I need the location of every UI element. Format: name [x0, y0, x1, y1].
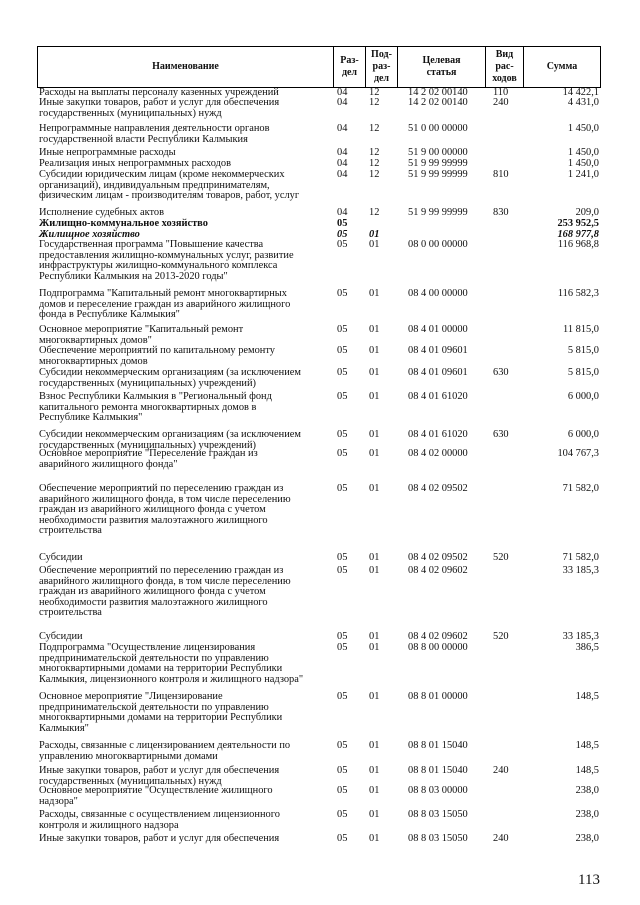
- row-summa: 148,5: [575, 765, 599, 776]
- row-podrazdel: 01: [369, 833, 380, 844]
- row-vid: 830: [493, 207, 509, 218]
- row-celevaya: 08 8 01 15040: [408, 740, 468, 751]
- row-celevaya: 51 9 00 00000: [408, 147, 468, 158]
- row-razdel: 04: [337, 147, 348, 158]
- row-razdel: 05: [337, 324, 348, 335]
- row-name: Иные закупки товаров, работ и услуг для обеспечения: [39, 833, 280, 844]
- row-razdel: 05: [337, 218, 348, 229]
- row-podrazdel: 01: [369, 785, 380, 796]
- row-celevaya: 08 8 03 15050: [408, 833, 468, 844]
- row-summa: 238,0: [575, 809, 599, 820]
- header-summa: Сумма: [546, 61, 578, 72]
- row-celevaya: 08 4 02 09602: [408, 565, 468, 576]
- row-summa: 1 241,0: [567, 169, 599, 180]
- row-summa: 33 185,3: [562, 565, 599, 576]
- row-podrazdel: 01: [369, 391, 380, 402]
- row-vid: 810: [493, 169, 509, 180]
- row-summa: 104 767,3: [557, 448, 599, 459]
- row-name: Жилищное хозяйство: [39, 229, 140, 240]
- row-summa: 4 431,0: [567, 97, 599, 108]
- row-podrazdel: 01: [369, 565, 380, 576]
- row-celevaya: 08 4 01 09601: [408, 367, 468, 378]
- row-podrazdel: 01: [369, 483, 380, 494]
- row-summa: 238,0: [575, 785, 599, 796]
- row-name: Обеспечение мероприятий по переселению граждан из аварийного жилищного фонда, в том числе переселению граждан из аварийного жилищного фонда с учетом необходимости развития малоэтажного жилищного строительства: [39, 483, 291, 537]
- row-name: Субсидии: [39, 552, 83, 563]
- row-name: Взнос Республики Калмыкия в "Региональный фонд капитального ремонта многоквартирных домов в Республике Калмыкия": [39, 391, 272, 424]
- row-summa: 238,0: [575, 833, 599, 844]
- row-razdel: 05: [337, 833, 348, 844]
- row-name: Иные закупки товаров, работ и услуг для обеспечения государственных (муниципальных) нужд: [39, 765, 280, 787]
- row-celevaya: 08 8 01 15040: [408, 765, 468, 776]
- row-razdel: 05: [337, 239, 348, 250]
- row-podrazdel: 01: [369, 552, 380, 563]
- row-summa: 14 422,1: [562, 87, 599, 98]
- row-razdel: 04: [337, 158, 348, 169]
- page-number: 113: [578, 872, 600, 888]
- row-razdel: 05: [337, 642, 348, 653]
- row-name: Подпрограмма "Осуществление лицензирования предпринимательской деятельности по управлению многоквартирными домами на территории Республики Калмыкия, лицензионного контроля и жилищного надзора": [39, 642, 304, 685]
- row-name: Исполнение судебных актов: [39, 207, 164, 218]
- row-summa: 148,5: [575, 691, 599, 702]
- row-name: Расходы, связанные с лицензированием деятельности по управлению многоквартирными домами: [39, 740, 291, 762]
- row-celevaya: 14 2 02 00140: [408, 87, 468, 98]
- header-celevaya: Целевая статья: [398, 47, 486, 87]
- row-razdel: 05: [337, 740, 348, 751]
- row-podrazdel: 01: [369, 809, 380, 820]
- row-vid: 240: [493, 97, 509, 108]
- row-name: Обеспечение мероприятий по капитальному ремонту многоквартирных домов: [39, 345, 275, 367]
- row-razdel: 05: [337, 448, 348, 459]
- row-name: Иные непрограммные расходы: [39, 147, 176, 158]
- row-name: Государственная программа "Повышение качества предоставления жилищно-коммунальных услуг, развитие инфраструктуры жилищно-коммунального комплекса Республики Калмыкия на 2013-2020 годы": [39, 239, 294, 282]
- row-summa: 386,5: [575, 642, 599, 653]
- row-razdel: 05: [337, 552, 348, 563]
- row-name: Подпрограмма "Капитальный ремонт многоквартирных домов и переселение граждан из аварийного жилищного фонда в Республике Калмыкия": [39, 288, 291, 321]
- row-vid: 240: [493, 833, 509, 844]
- row-celevaya: 08 8 00 00000: [408, 642, 468, 653]
- row-razdel: 05: [337, 288, 348, 299]
- row-celevaya: 08 4 01 09601: [408, 345, 468, 356]
- row-name: Субсидии некоммерческим организациям (за исключением государственных (муниципальных) учреждений): [39, 367, 301, 389]
- row-podrazdel: 12: [369, 169, 380, 180]
- header-vid: Вид рас- ходов: [486, 47, 524, 87]
- row-podrazdel: 01: [369, 288, 380, 299]
- row-razdel: 05: [337, 765, 348, 776]
- row-vid: 520: [493, 631, 509, 642]
- row-razdel: 05: [337, 809, 348, 820]
- row-razdel: 05: [337, 631, 348, 642]
- row-celevaya: 51 9 99 99999: [408, 158, 468, 169]
- row-razdel: 05: [337, 391, 348, 402]
- row-vid: 520: [493, 552, 509, 563]
- row-podrazdel: 01: [369, 429, 380, 440]
- row-podrazdel: 12: [369, 123, 380, 134]
- row-podrazdel: 01: [369, 765, 380, 776]
- row-name: Субсидии: [39, 631, 83, 642]
- row-summa: 33 185,3: [562, 631, 599, 642]
- row-vid: 240: [493, 765, 509, 776]
- row-name: Иные закупки товаров, работ и услуг для обеспечения государственных (муниципальных) нужд: [39, 97, 280, 119]
- row-celevaya: 08 8 03 15050: [408, 809, 468, 820]
- row-razdel: 05: [337, 785, 348, 796]
- row-name: Основное мероприятие "Капитальный ремонт многоквартирных домов": [39, 324, 244, 346]
- row-summa: 116 582,3: [557, 288, 599, 299]
- row-name: Реализация иных непрограммных расходов: [39, 158, 231, 169]
- row-razdel: 05: [337, 345, 348, 356]
- row-podrazdel: 12: [369, 207, 380, 218]
- row-summa: 1 450,0: [567, 123, 599, 134]
- row-celevaya: 08 4 02 00000: [408, 448, 468, 459]
- row-celevaya: 51 9 99 99999: [408, 169, 468, 180]
- row-celevaya: 08 4 02 09502: [408, 483, 468, 494]
- header-podrazdel: Под- раз- дел: [366, 47, 398, 87]
- row-name: Расходы на выплаты персоналу казенных учреждений: [39, 87, 279, 98]
- row-razdel: 04: [337, 169, 348, 180]
- row-razdel: 05: [337, 429, 348, 440]
- row-celevaya: 08 4 02 09602: [408, 631, 468, 642]
- row-podrazdel: 01: [369, 448, 380, 459]
- row-name: Основное мероприятие "Осуществление жилищного надзора": [39, 785, 273, 807]
- row-podrazdel: 01: [369, 239, 380, 250]
- row-razdel: 04: [337, 87, 348, 98]
- row-podrazdel: 12: [369, 147, 380, 158]
- row-podrazdel: 01: [369, 367, 380, 378]
- row-celevaya: 51 9 99 99999: [408, 207, 468, 218]
- row-name: Субсидии некоммерческим организациям (за исключением государственных (муниципальных) учреждений): [39, 429, 301, 451]
- row-celevaya: 08 0 00 00000: [408, 239, 468, 250]
- row-celevaya: 51 0 00 00000: [408, 123, 468, 134]
- row-summa: 1 450,0: [567, 158, 599, 169]
- row-razdel: 05: [337, 367, 348, 378]
- row-summa: 11 815,0: [563, 324, 599, 335]
- row-summa: 209,0: [575, 207, 599, 218]
- row-name: Непрограммные направления деятельности органов государственной власти Республики Калмыкия: [39, 123, 270, 145]
- row-name: Субсидии юридическим лицам (кроме некоммерческих организаций), индивидуальным предпринимателям, физическим лицам - производителям товаров, работ, услуг: [39, 169, 300, 202]
- header-razdel: Раз- дел: [334, 47, 366, 87]
- row-celevaya: 08 8 03 00000: [408, 785, 468, 796]
- row-vid: 630: [493, 429, 509, 440]
- row-name: Жилищно-коммунальное хозяйство: [39, 218, 208, 229]
- row-podrazdel: 01: [369, 324, 380, 335]
- row-razdel: 04: [337, 207, 348, 218]
- row-summa: 1 450,0: [567, 147, 599, 158]
- row-summa: 148,5: [575, 740, 599, 751]
- row-summa: 71 582,0: [562, 483, 599, 494]
- row-name: Основное мероприятие "Лицензирование предпринимательской деятельности по управлению многоквартирными домами на территории Республики Калмыкия": [39, 691, 283, 734]
- row-celevaya: 08 4 01 61020: [408, 391, 468, 402]
- row-razdel: 05: [337, 483, 348, 494]
- row-podrazdel: 01: [369, 740, 380, 751]
- row-summa: 116 968,8: [557, 239, 599, 250]
- row-razdel: 05: [337, 691, 348, 702]
- row-summa: 5 815,0: [567, 345, 599, 356]
- table-header: [37, 46, 601, 88]
- row-summa: 71 582,0: [562, 552, 599, 563]
- row-celevaya: 08 4 01 61020: [408, 429, 468, 440]
- row-razdel: 05: [337, 229, 348, 240]
- header-name: Наименование: [38, 47, 334, 87]
- row-podrazdel: 12: [369, 158, 380, 169]
- row-celevaya: 08 4 00 00000: [408, 288, 468, 299]
- row-summa: 6 000,0: [567, 391, 599, 402]
- row-podrazdel: 01: [369, 229, 380, 240]
- row-podrazdel: 12: [369, 87, 380, 98]
- row-podrazdel: 01: [369, 691, 380, 702]
- row-summa: 168 977,8: [557, 229, 599, 240]
- row-podrazdel: 01: [369, 642, 380, 653]
- row-summa: 253 952,5: [557, 218, 599, 229]
- row-summa: 5 815,0: [567, 367, 599, 378]
- row-razdel: 04: [337, 123, 348, 134]
- row-celevaya: 08 4 02 09502: [408, 552, 468, 563]
- row-name: Обеспечение мероприятий по переселению граждан из аварийного жилищного фонда, в том числе переселению граждан из аварийного жилищного фонда с учетом необходимости развития малоэтажного жилищного строительства: [39, 565, 291, 619]
- row-celevaya: 14 2 02 00140: [408, 97, 468, 108]
- row-podrazdel: 01: [369, 631, 380, 642]
- row-razdel: 04: [337, 97, 348, 108]
- row-vid: 110: [493, 87, 509, 98]
- row-celevaya: 08 4 01 00000: [408, 324, 468, 335]
- row-name: Основное мероприятие "Переселение граждан из аварийного жилищного фонда": [39, 448, 258, 470]
- row-vid: 630: [493, 367, 509, 378]
- row-summa: 6 000,0: [567, 429, 599, 440]
- row-name: Расходы, связанные с осуществлением лицензионного контроля и жилищного надзора: [39, 809, 280, 831]
- row-podrazdel: 01: [369, 345, 380, 356]
- row-podrazdel: 12: [369, 97, 380, 108]
- row-razdel: 05: [337, 565, 348, 576]
- row-celevaya: 08 8 01 00000: [408, 691, 468, 702]
